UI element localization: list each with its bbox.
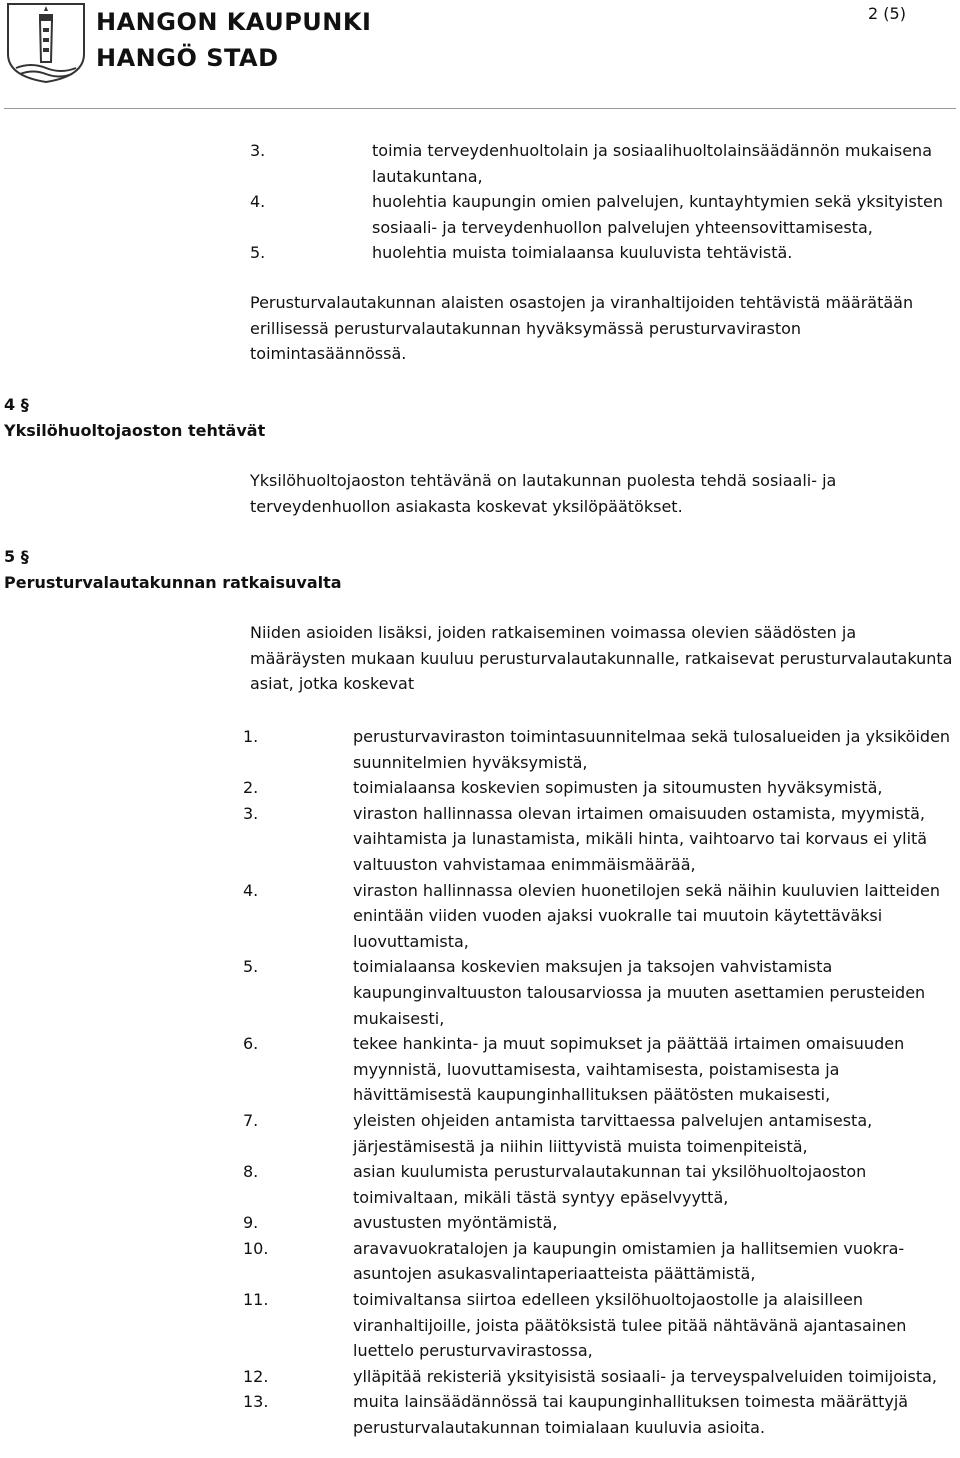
- list-item-number: 13.: [243, 1392, 269, 1412]
- section-5-number: 5 §: [4, 547, 29, 566]
- list-item-text: muita lainsäädännössä tai kaupunginhallituksen toimesta määrättyjä perusturvalautakunnan toimialaan kuuluvia asioita.: [353, 1392, 909, 1438]
- list-item-number: 3.: [243, 803, 259, 823]
- list-item-text: perusturvaviraston toimintasuunnitelmaa sekä tulosalueiden ja yksiköiden suunnitelmien hyväksymistä,: [353, 727, 951, 772]
- section-4-title: Yksilöhuoltojaoston tehtävät: [4, 420, 266, 440]
- list-item: [243, 1159, 957, 1210]
- list-item-number: 9.: [243, 1213, 259, 1233]
- list-item-number: 3.: [250, 141, 266, 160]
- list-item: [243, 1210, 957, 1236]
- list-item-text: viraston hallinnassa olevien huonetilojen sekä näihin kuuluvien laitteiden enintään viiden vuoden ajaksi vuokralle tai muutoin käytettäväksi luovuttamista,: [353, 880, 940, 951]
- list-item: [243, 724, 957, 775]
- duties-list-continued: [250, 138, 960, 266]
- section-5-title: Perusturvalautakunnan ratkaisuvalta: [4, 572, 342, 592]
- list-item-text: avustusten myöntämistä,: [353, 1213, 558, 1233]
- list-item-number: 12.: [243, 1366, 269, 1386]
- list-item-number: 10.: [243, 1238, 269, 1258]
- list-item-text: viraston hallinnassa olevan irtaimen omaisuuden ostamista, myymistä, vaihtamista ja lunastamista, mikäli hinta, vaihtoarvo tai korvaus ei ylitä valtuuston vahvistamaa enimmäismäärää,: [353, 803, 928, 874]
- list-item: [250, 189, 960, 240]
- list-item-text: asian kuulumista perusturvalautakunnan tai yksilöhuoltojaoston toimivaltaan, mikäli tästä syntyy epäselvyyttä,: [353, 1162, 867, 1207]
- list-item-number: 11.: [243, 1290, 269, 1310]
- list-item-text: huolehtia muista toimialaansa kuuluvista tehtävistä.: [372, 243, 793, 263]
- list-item-number: 2.: [243, 778, 259, 798]
- list-item-text: toimialaansa koskevien sopimusten ja sitoumusten hyväksymistä,: [353, 778, 883, 798]
- header-divider: [4, 108, 956, 109]
- list-item-text: yleisten ohjeiden antamista tarvittaessa palvelujen antamisesta, järjestämisestä ja niihin liittyvistä muista toimenpiteistä,: [353, 1110, 873, 1156]
- section-4-body: Yksilöhuoltojaoston tehtävänä on lautakunnan puolesta tehdä sosiaali- ja terveydenhuollon asiakasta koskevat yksilöpäätökset.: [250, 471, 837, 516]
- section-5-heading: [4, 544, 342, 595]
- page-header: [0, 0, 960, 110]
- page-number: 2 (5): [868, 4, 906, 23]
- list-item: [243, 1031, 957, 1108]
- section-5-body: Niiden asioiden lisäksi, joiden ratkaiseminen voimassa olevien säädösten ja määräysten mukaan kuuluu perusturvalautakunnalle, ratkaisevat perusturvalautakunta asiat, jotka koskevat: [250, 623, 953, 694]
- list-item: [243, 1287, 957, 1364]
- list-item-number: 6.: [243, 1034, 259, 1054]
- section-4-number: 4 §: [4, 395, 29, 414]
- list-item: [243, 1389, 957, 1440]
- org-name-swedish: HANGÖ STAD: [96, 44, 279, 72]
- list-item-number: 7.: [243, 1110, 259, 1130]
- list-item-text: aravavuokratalojen ja kaupungin omistamien ja hallitsemien vuokra-asuntojen asukasvalintaperiaatteista päättämistä,: [353, 1238, 905, 1284]
- list-item-number: 5.: [250, 243, 266, 263]
- list-item-number: 4.: [250, 192, 266, 212]
- list-item: [243, 801, 957, 878]
- list-item-number: 1.: [243, 727, 259, 746]
- list-item: [243, 954, 957, 1031]
- list-item: [243, 775, 957, 801]
- list-item-text: tekee hankinta- ja muut sopimukset ja päättää irtaimen omaisuuden myynnistä, luovuttamisesta, vaihtamisesta, poistamisesta ja hävittämisestä kaupunginhallituksen päätösten mukaisesti,: [353, 1034, 905, 1105]
- list-item: [243, 1236, 957, 1287]
- list-item: [250, 240, 960, 266]
- list-item: [243, 1108, 957, 1159]
- city-crest-lighthouse-icon: [6, 2, 86, 84]
- list-item-number: 8.: [243, 1162, 259, 1182]
- org-name-finnish: HANGON KAUPUNKI: [96, 8, 372, 36]
- list-item: [250, 138, 960, 189]
- organisation-paragraph: Perusturvalautakunnan alaisten osastojen ja viranhaltijoiden tehtävistä määrätään erillisessä perusturvalautakunnan hyväksymässä perusturvaviraston toimintasäännössä.: [250, 293, 914, 364]
- list-item: [243, 878, 957, 955]
- decision-powers-list: [243, 724, 957, 1441]
- list-item-text: toimivaltansa siirtoa edelleen yksilöhuoltojaostolle ja alaisilleen viranhaltijoille, joista päätöksistä tulee pitää nähtävänä ajantasainen luettelo perusturvavirastossa,: [353, 1290, 907, 1361]
- list-item-text: ylläpitää rekisteriä yksityisistä sosiaali- ja terveyspalveluiden toimijoista,: [353, 1366, 937, 1386]
- list-item-text: huolehtia kaupungin omien palvelujen, kuntayhtymien sekä yksityisten sosiaali- ja terveydenhuollon palvelujen yhteensovittamisesta,: [372, 192, 944, 237]
- list-item-number: 5.: [243, 957, 259, 977]
- list-item-text: toimialaansa koskevien maksujen ja taksojen vahvistamista kaupunginvaltuuston talousarviossa ja muuten asettamien perusteiden mukaisesti,: [353, 957, 926, 1028]
- list-item: [243, 1364, 957, 1390]
- list-item-number: 4.: [243, 880, 259, 900]
- list-item-text: toimia terveydenhuoltolain ja sosiaalihuoltolainsäädännön mukaisena lautakuntana,: [372, 141, 932, 186]
- section-4-heading: [4, 392, 265, 443]
